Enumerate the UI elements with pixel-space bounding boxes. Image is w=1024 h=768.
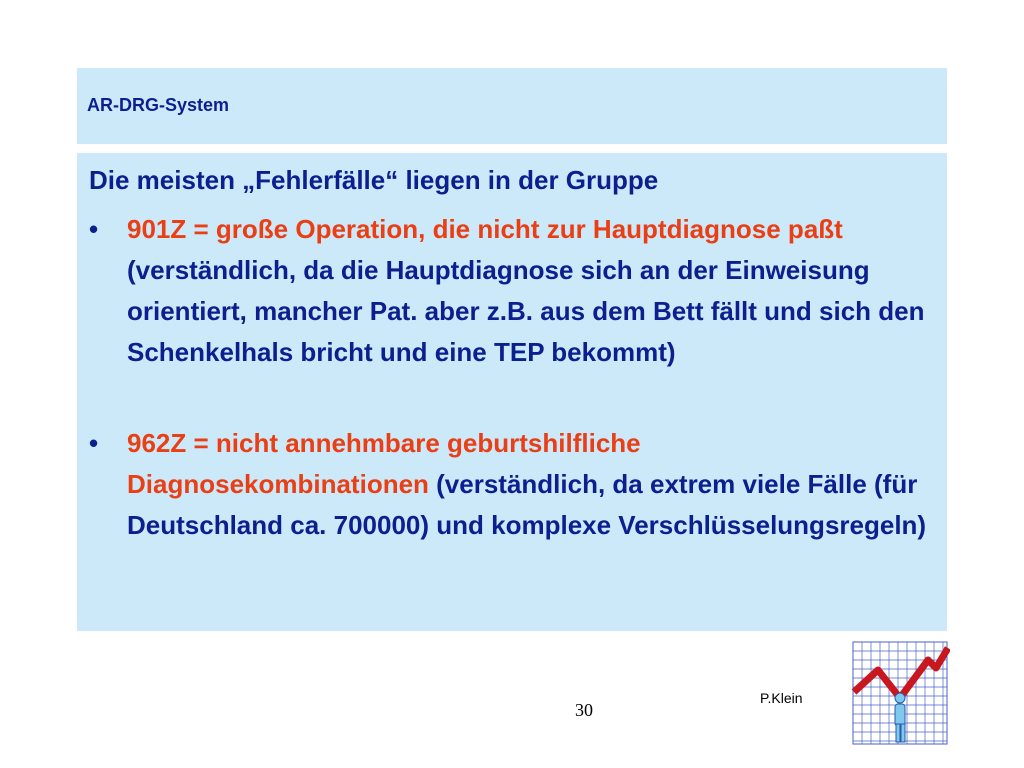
author-label: P.Klein (760, 690, 803, 706)
slide-title: AR-DRG-System (87, 95, 230, 115)
content-box (77, 153, 947, 631)
bullet-text (127, 423, 939, 546)
bullet-text (127, 209, 939, 373)
intro-text: Die meisten „Fehlerfälle“ liegen in der Gruppe (89, 165, 659, 195)
bullet-item-962z (89, 423, 939, 546)
bullet-explanation: (verständlich, da die Hauptdiagnose sich an der Einweisung orientiert, mancher Pat. aber z.B. aus dem Bett fällt und sich den Schenkelhals bricht und eine TEP bekommt) (127, 255, 925, 367)
bullet-highlight: 901Z = große Operation, die nicht zur Hauptdiagnose paßt (127, 214, 843, 244)
bullet-marker: • (89, 214, 99, 244)
rising-chart-logo-icon (850, 640, 950, 746)
bullet-explanation: (verständlich, da extrem viele Fälle (für Deutschland ca. 700000) und komplexe Verschlüsselungsregeln) (127, 469, 927, 540)
page-number: 30 (575, 700, 593, 720)
bullet-highlight: 962Z = nicht annehmbare geburtshilfliche Diagnosekombinationen (127, 428, 641, 499)
bullet-item-901z (89, 209, 939, 373)
title-box (77, 68, 947, 144)
bullet-marker: • (89, 428, 99, 458)
